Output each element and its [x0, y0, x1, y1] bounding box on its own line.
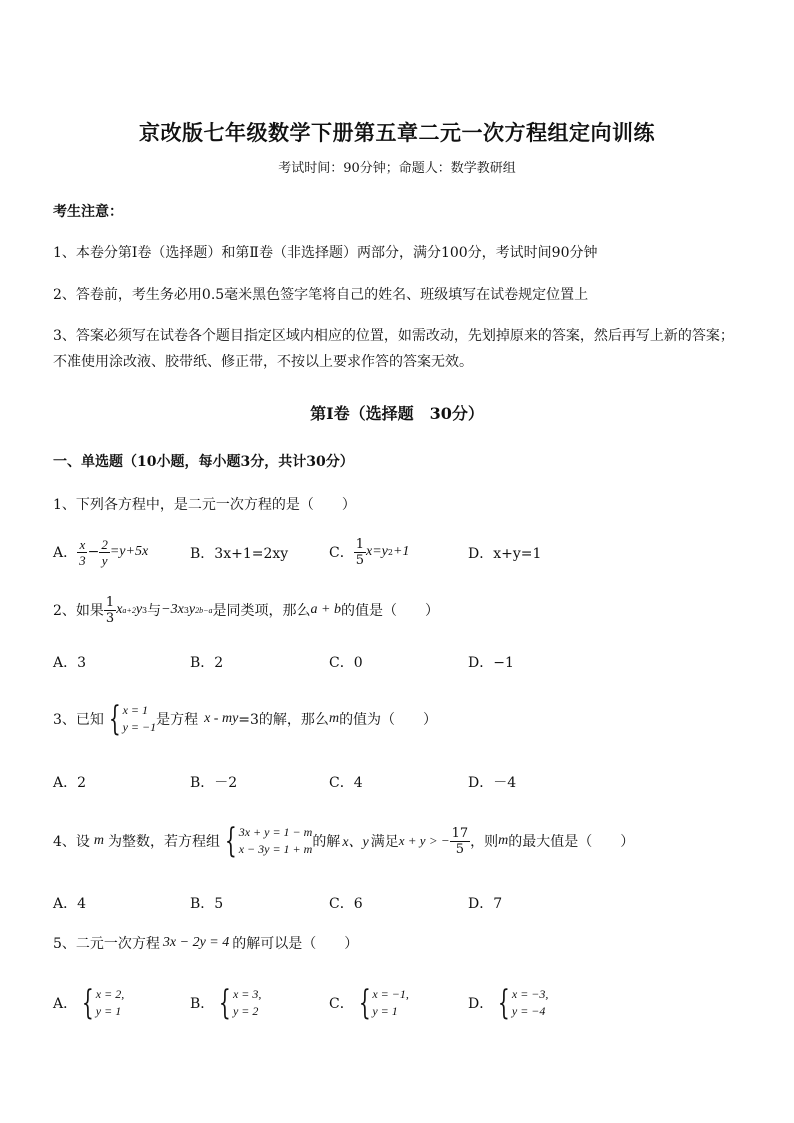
q1-option-c[interactable]: C． $\frac{1}{5}$ x=y 2 +1 [329, 536, 410, 568]
equation-system: { x = 2, y = 1 [81, 983, 125, 1023]
fraction: $\frac{x}{3}$ [79, 536, 86, 568]
q3-option-c[interactable]: C．4 [329, 775, 363, 791]
fraction: $\frac{2}{y}$ [101, 536, 108, 568]
q3-stem: 3、已知 { x = 1 y = −1 是方程 x - my =3的解，那么 m 的值为（ ） [53, 699, 438, 739]
notes-heading: 考生注意： [53, 204, 123, 220]
q4-stem: 4、设 m 为整数，若方程组 { 3x + y = 1 − m x − 3y = 1 + m 的解 x、y 满足 x + y > − $\frac{17}{5}$ ，则 m 的最大值是（ ） [53, 821, 635, 861]
q1-option-b[interactable]: B．3x+1=2xy [190, 546, 289, 562]
q5-option-b[interactable]: B． { x = 3, y = 2 [190, 983, 262, 1023]
q4-option-a[interactable]: A．4 [53, 896, 87, 912]
q5-option-d[interactable]: D． { x = −3, y = −4 [468, 983, 549, 1023]
option-label: A． [53, 545, 78, 561]
fraction: $\frac{1}{3}$ [105, 594, 115, 626]
q1-option-d[interactable]: D．x+y=1 [468, 546, 542, 562]
equation-system: { 3x + y = 1 − m x − 3y = 1 + m [224, 821, 313, 861]
fraction: $\frac{1}{5}$ [355, 536, 364, 568]
q1-option-a[interactable]: A． $\frac{x}{3}$ − $\frac{2}{y}$ =y+5x [53, 536, 149, 568]
q4-option-c[interactable]: C．6 [329, 896, 363, 912]
page-title: 京改版七年级数学下册第五章二元一次方程组定向训练 [139, 120, 655, 145]
q3-option-d[interactable]: D．－4 [468, 775, 517, 791]
fraction: $\frac{17}{5}$ [451, 825, 469, 857]
exam-info: 考试时间：90分钟；命题人：数学教研组 [278, 161, 516, 176]
note-item-3: 3、答案必须写在试卷各个题目指定区域内相应的位置，如需改动，先划掉原来的答案，然后再写上新的答案；不准使用涂改液、胶带纸、修正带，不按以上要求作答的答案无效。 [53, 328, 734, 370]
q2-option-a[interactable]: A．3 [53, 655, 87, 671]
equation-system: { x = 1 y = −1 [108, 699, 157, 739]
q5-option-c[interactable]: C． { x = −1, y = 1 [329, 983, 409, 1023]
option-label: C． [329, 545, 354, 561]
equation-system: { x = −1, y = 1 [358, 983, 409, 1023]
equation-system: { x = −3, y = −4 [498, 983, 549, 1023]
q1-stem: 1、下列各方程中，是二元一次方程的是（ ） [53, 497, 356, 513]
equation-system: { x = 3, y = 2 [219, 983, 262, 1023]
q4-option-d[interactable]: D．7 [468, 896, 503, 912]
q2-option-b[interactable]: B．2 [190, 655, 224, 671]
q4-option-b[interactable]: B．5 [190, 896, 224, 912]
q3-option-a[interactable]: A．2 [53, 775, 87, 791]
q5-option-a[interactable]: A． { x = 2, y = 1 [53, 983, 125, 1023]
note-item-2: 2、答卷前，考生务必用0.5毫米黑色签字笔将自己的姓名、班级填写在试卷规定位置上 [53, 287, 589, 303]
q3-option-b[interactable]: B．－2 [190, 775, 238, 791]
note-item-1: 1、本卷分第Ⅰ卷（选择题）和第Ⅱ卷（非选择题）两部分，满分100分，考试时间90分钟 [53, 245, 598, 261]
part-heading: 一、单选题（10小题，每小题3分，共计30分） [53, 454, 354, 470]
q2-option-c[interactable]: C．0 [329, 655, 363, 671]
section-title: 第Ⅰ卷（选择题 30分） [310, 404, 484, 423]
q5-stem: 5、二元一次方程 3x − 2y = 4 的解可以是（ ） [53, 935, 359, 952]
q2-option-d[interactable]: D．−1 [468, 655, 514, 671]
q2-stem: 2、如果 $\frac{1}{3}$ x a+2 y 3 与 −3x 3 y 2b−a 是同类项，那么 a + b 的值是（ ） [53, 594, 439, 626]
